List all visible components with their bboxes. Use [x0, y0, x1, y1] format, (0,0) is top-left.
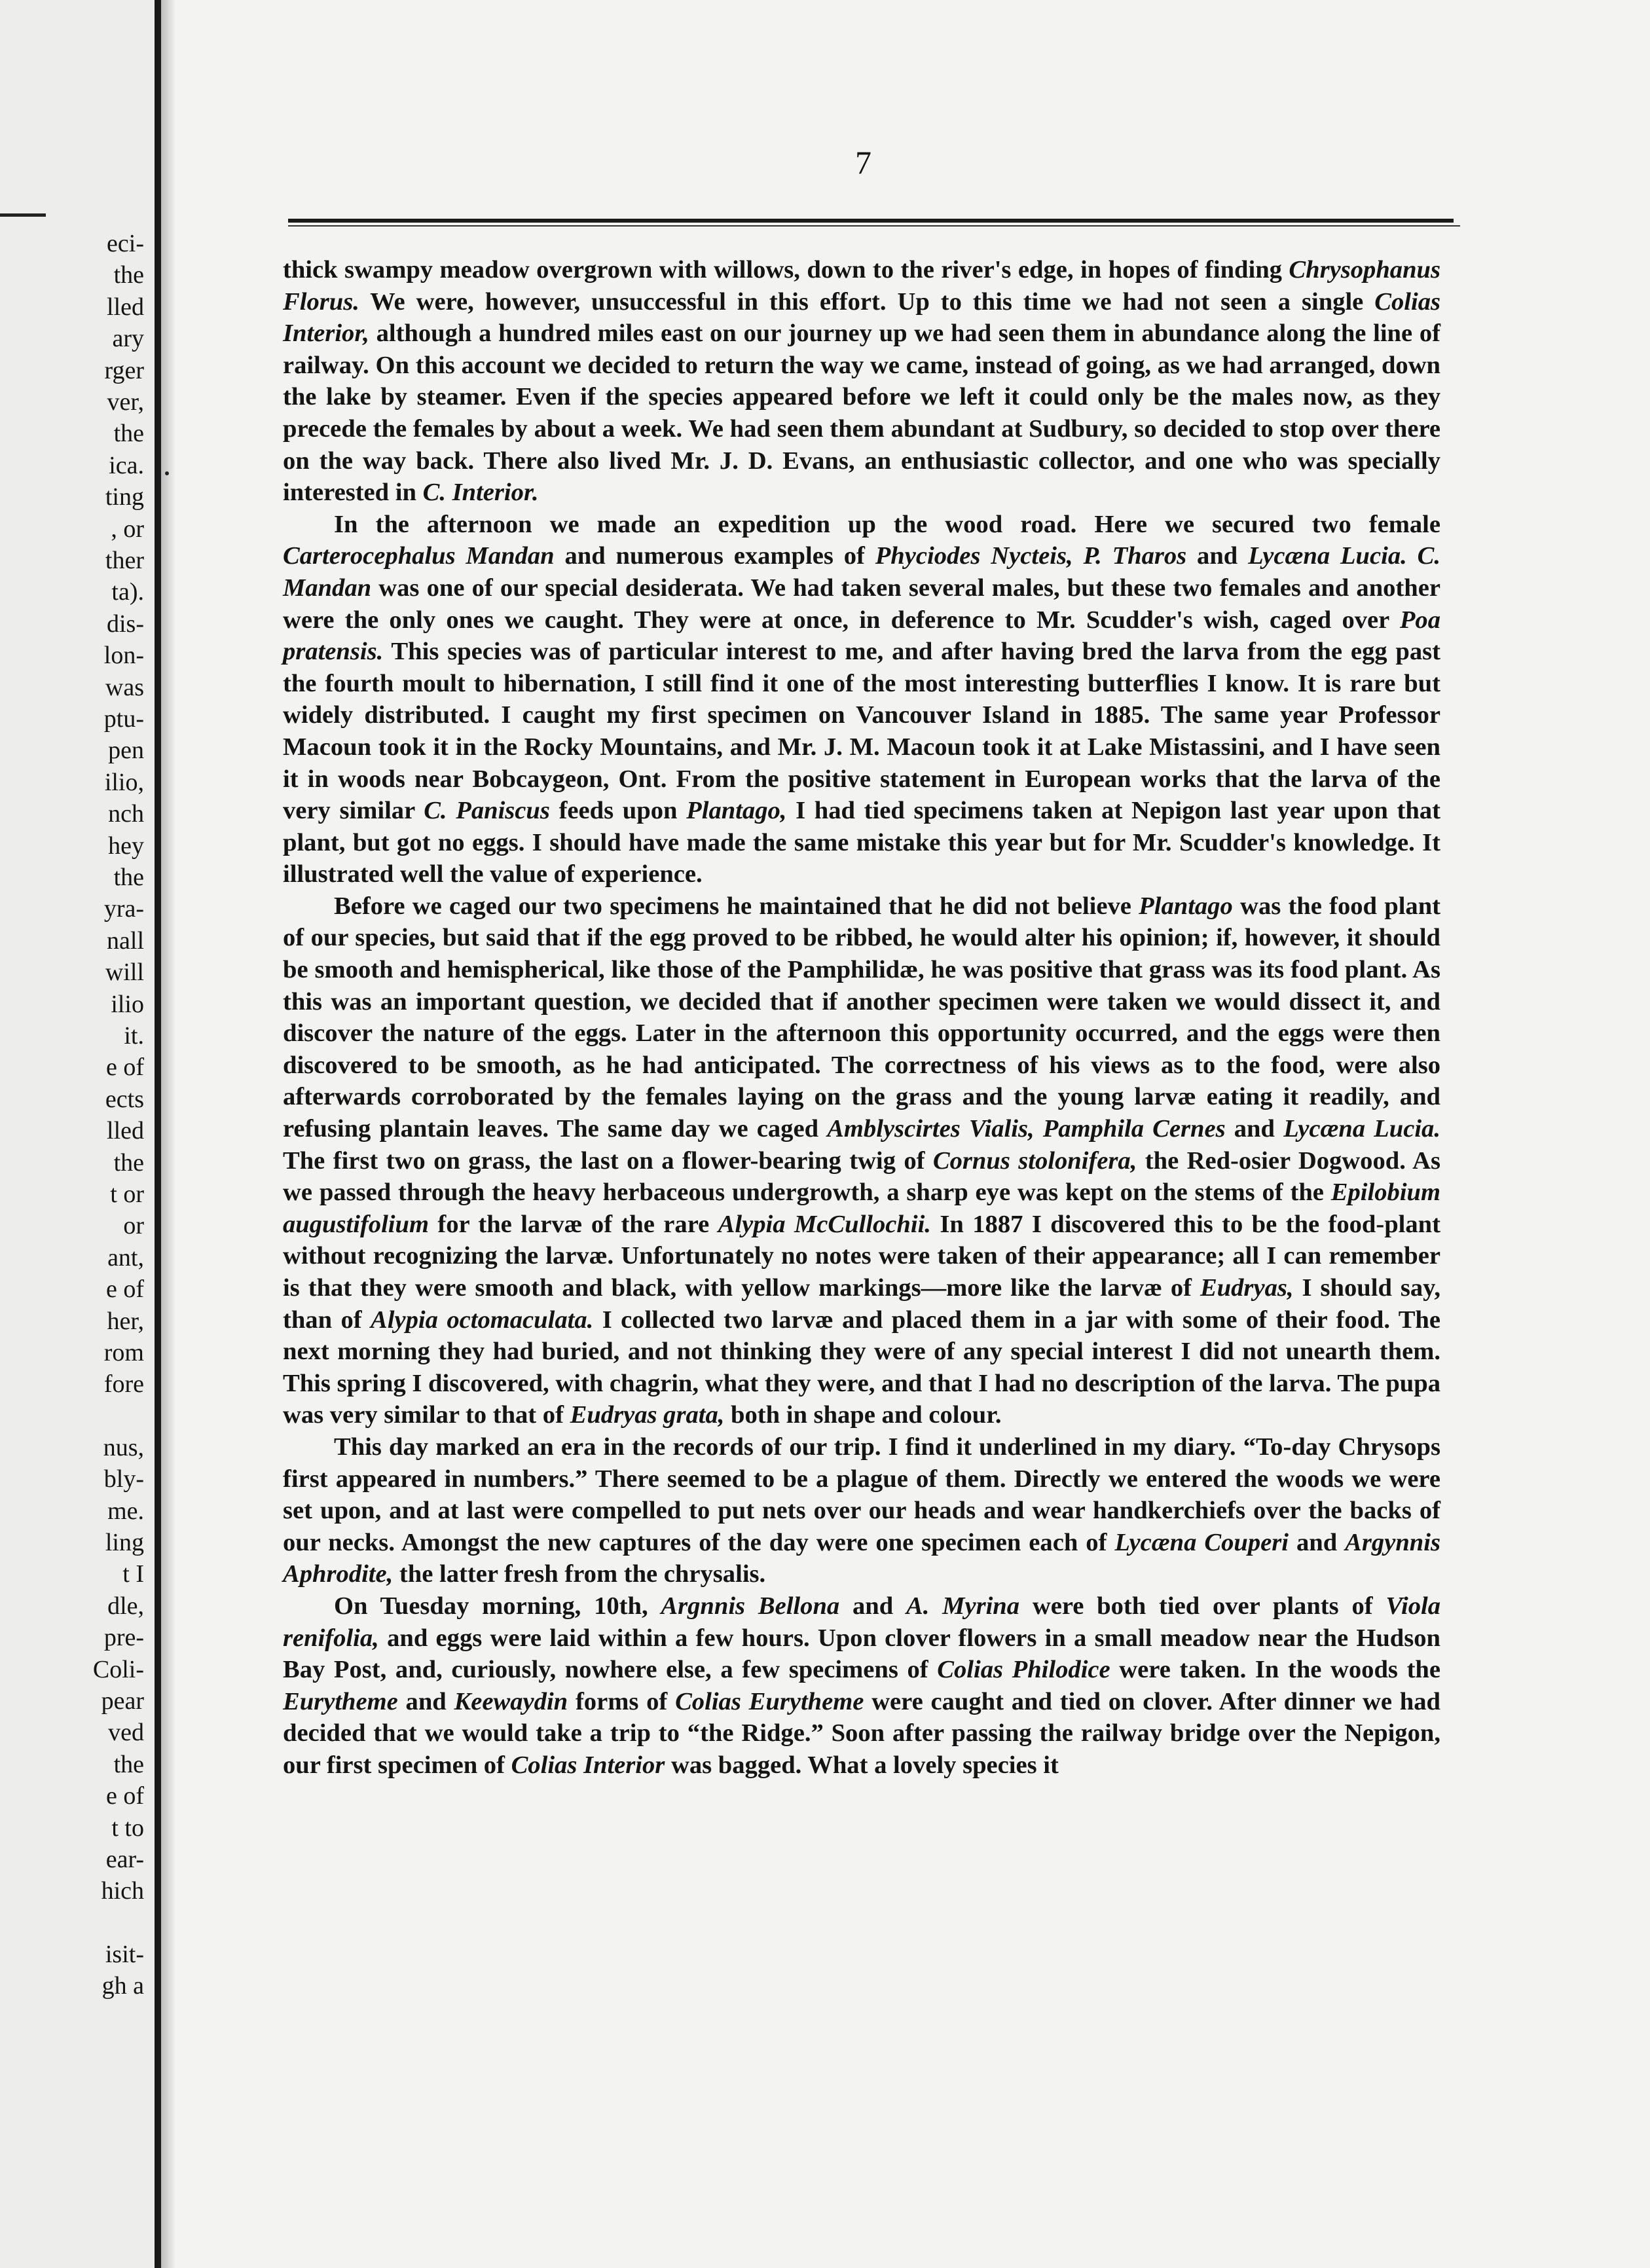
text-run: I should say, than of: [283, 1274, 1440, 1334]
italic-species-name: Phyciodes Nycteis, P. Tharos: [875, 542, 1187, 570]
adjacent-page-fragment: lled: [107, 293, 144, 321]
italic-species-name: Lycæna Lucia.: [1283, 1115, 1440, 1143]
text-run: were taken. In the woods the: [1110, 1656, 1440, 1684]
adjacent-page-fragment: Coli-: [92, 1655, 144, 1683]
adjacent-page-fragment: isit-: [105, 1940, 144, 1968]
paragraph: [283, 1590, 1440, 1782]
adjacent-page-fragment: , or: [111, 515, 144, 543]
adjacent-page-fragment: t I: [122, 1560, 144, 1588]
text-run: and: [1225, 1115, 1284, 1143]
adjacent-page-fragment: ta).: [111, 578, 144, 606]
text-run: and: [1289, 1528, 1346, 1556]
text-run: for the larvæ of the rare: [428, 1210, 718, 1238]
adjacent-page-fragment: her,: [107, 1307, 144, 1335]
italic-species-name: Amblyscirtes Vialis, Pamphila Cernes: [827, 1115, 1226, 1143]
italic-species-name: Colias Eurytheme: [675, 1687, 864, 1715]
adjacent-page-fragment: ant,: [107, 1243, 144, 1271]
adjacent-page-fragment: t or: [110, 1180, 144, 1208]
adjacent-page-fragment: the: [113, 864, 144, 891]
text-run: Before we caged our two specimens he maintained that he did not believe: [334, 892, 1139, 920]
adjacent-page-fragment: the: [113, 1148, 144, 1177]
italic-species-name: Argynnis Aphrodite,: [283, 1528, 1440, 1588]
text-run: was bagged. What a lovely species it: [665, 1751, 1059, 1779]
paragraph: [283, 509, 1440, 890]
adjacent-page-fragment: dis-: [107, 610, 144, 638]
adjacent-page-fragment: bly-: [103, 1465, 144, 1493]
adjacent-page-fragment: ved: [108, 1719, 144, 1747]
text-run: both in shape and colour.: [724, 1401, 1002, 1429]
adjacent-page-fragment: dle,: [107, 1592, 144, 1620]
italic-species-name: C. Interior.: [422, 479, 539, 507]
italic-species-name: Epilobium augustifolium: [283, 1179, 1440, 1238]
italic-species-name: Colias Interior: [511, 1751, 665, 1779]
italic-species-name: Carterocephalus Mandan: [283, 542, 555, 570]
adjacent-page-edge: [0, 0, 158, 2268]
header-rule-thin: [288, 225, 1460, 227]
text-run: were caught and tied on clover. After dinner we had decided that we would take a trip to “the Ridge.” Soon after passing the railway bridge over the Nepigon, our first specimen of: [283, 1687, 1440, 1779]
text-run: although a hundred miles east on our journey up we had seen them in abundance along the line of railway. On this account we decided to return the way we came, instead of going, as we had arranged, down the lake by steamer. Even if the species appeared before we left it could only be the males now, as they precede the females by about a week. We had seen them abundant at Sudbury, so decided to stop over there on the way back. There also lived Mr. J. D. Evans, an enthusiastic collector, and one who was specially interested in: [283, 320, 1440, 507]
page-body: [283, 254, 1440, 1782]
italic-species-name: Plantago,: [686, 797, 787, 825]
adjacent-page-fragment: me.: [107, 1497, 144, 1525]
adjacent-page-fragment: e of: [105, 1053, 144, 1082]
text-run: In 1887 I discovered this to be the food-plant without recognizing the larvæ. Unfortunately no notes were taken of their appearance; all I can remember is that they were smooth and black, with yellow markings—more like the larvæ of: [283, 1210, 1440, 1302]
italic-species-name: Plantago: [1139, 892, 1233, 920]
text-run: We were, however, unsuccessful in this effort. Up to this time we had not seen a single: [359, 287, 1375, 316]
adjacent-page-fragment: gh a: [101, 1972, 144, 2000]
adjacent-page-fragment: eci-: [107, 230, 144, 257]
paragraph: [283, 890, 1440, 1431]
italic-species-name: Colias Interior,: [283, 287, 1440, 348]
text-run: and: [839, 1592, 906, 1620]
adjacent-page-fragment: pen: [108, 737, 144, 765]
text-run: I collected two larvæ and placed them in a jar with some of their food. The next morning they had buried, and not thinking they were of any special interest I did not unearth them. This spring I discovered, with chagrin, what they were, and that I had no description of the larva. The pupa was very similar to that of: [283, 1306, 1441, 1429]
adjacent-page-fragment: pear: [101, 1687, 144, 1715]
text-run: This species was of particular interest to me, and after having bred the larva from the egg past the fourth moult to hibernation, I still find it one of the most interesting butterflies I know. It is rare but widely distributed. I caught my first specimen on Vancouver Island in 1885. The same year Professor Macoun took it in the Rocky Mountains, and Mr. J. M. Macoun took it at Lake Mistassini, and I have seen it in woods near Bobcaygeon, Ont. From the positive statement in European works that the larva of the very similar: [283, 638, 1440, 825]
italic-species-name: Eudryas grata,: [570, 1401, 725, 1429]
adjacent-page-fragment: t to: [111, 1814, 144, 1842]
text-run: was the food plant of our species, but said that if the egg proved to be ribbed, he would alter his opinion; if, however, it should be smooth and hemispherical, like those of the Pamphilidæ, he was positive that grass was its food plant. As this was an important question, we decided that if another specimen were taken we would dissect it, and discover the nature of the eggs. Later in the afternoon this opportunity occurred, and the eggs were then discovered to be smooth, as he had anticipated. The correctness of his views as to the food, were also afterwards corroborated by the females laying on the grass and the young larvæ eating it readily, and refusing plantain leaves. The same day we caged: [283, 892, 1441, 1143]
text-run: feeds upon: [549, 797, 687, 825]
text-run: and: [397, 1687, 454, 1715]
adjacent-page-fragment: ilio: [111, 990, 144, 1018]
adjacent-page-fragment: yra-: [103, 895, 144, 923]
adjacent-page-fragment: ica.: [109, 451, 144, 479]
adjacent-page-fragment: hey: [108, 832, 144, 860]
text-run: On Tuesday morning, 10th,: [334, 1592, 661, 1620]
italic-species-name: Argnnis Bellona: [661, 1592, 840, 1620]
italic-species-name: Keewaydin: [454, 1687, 568, 1715]
text-run: were both tied over plants of: [1019, 1592, 1386, 1620]
adjacent-page-fragment: the: [113, 261, 144, 289]
italic-species-name: Colias Philodice: [937, 1656, 1110, 1684]
italic-species-name: Poa pratensis.: [283, 606, 1440, 666]
adjacent-page-fragment: the: [113, 420, 144, 448]
italic-species-name: Eudryas,: [1200, 1274, 1294, 1302]
page-number: 7: [855, 144, 871, 181]
paragraph: [283, 1431, 1440, 1590]
adjacent-page-fragment: will: [105, 959, 144, 987]
text-run: and: [1186, 542, 1249, 570]
adjacent-page-fragment: or: [123, 1212, 144, 1240]
italic-species-name: Viola renifolia,: [283, 1592, 1440, 1652]
text-run: was one of our special desiderata. We had taken several males, but these two females and another were the only ones we caught. They were at once, in deference to Mr. Scudder's wish, caged over: [283, 574, 1440, 634]
text-run: the latter fresh from the chrysalis.: [393, 1560, 766, 1588]
adjacent-page-fragment: e of: [105, 1275, 144, 1304]
italic-species-name: A. Myrina: [906, 1592, 1020, 1620]
text-run: and eggs were laid within a few hours. Upon clover flowers in a small meadow near the Hudson Bay Post, and, curiously, nowhere else, a few specimens of: [283, 1624, 1440, 1684]
paragraph: [283, 254, 1440, 509]
adjacent-page-fragment: was: [105, 673, 144, 701]
adjacent-page-fragment: fore: [103, 1370, 144, 1399]
adjacent-page-fragment: ver,: [107, 388, 144, 416]
adjacent-page-fragment: nall: [107, 926, 144, 955]
adjacent-page-fragment: ilio,: [104, 768, 144, 796]
adjacent-page-fragment: pre-: [103, 1624, 144, 1652]
adjacent-page-fragment: ects: [105, 1085, 144, 1113]
header-rule: [288, 219, 1454, 223]
text-run: the Red-osier Dogwood. As we passed through the heavy herbaceous undergrowth, a sharp eye was kept on the stems of the: [283, 1146, 1440, 1207]
adjacent-page-rule: [0, 213, 46, 217]
italic-species-name: C. Paniscus: [424, 797, 550, 825]
adjacent-page-fragment: hich: [101, 1877, 144, 1905]
italic-species-name: Cornus stolonifera,: [932, 1146, 1137, 1175]
page-gutter: [155, 0, 161, 2268]
text-run: This day marked an era in the records of our trip. I find it underlined in my diary. “To-day Chrysops first appeared in numbers.” There seemed to be a plague of them. Directly we entered the woods we were set upon, and at last were compelled to put nets over our heads and wear handkerchiefs over the backs of our necks. Amongst the new captures of the day were one specimen each of: [283, 1433, 1440, 1556]
adjacent-page-fragment: lled: [107, 1117, 144, 1145]
adjacent-page-fragment: rger: [104, 356, 144, 384]
adjacent-page-fragment: it.: [124, 1022, 144, 1050]
adjacent-page-fragment: the: [113, 1750, 144, 1778]
adjacent-page-fragment: nus,: [103, 1433, 144, 1461]
adjacent-page-fragment: ptu-: [103, 705, 144, 733]
adjacent-page-fragment: ear-: [105, 1846, 144, 1873]
text-run: thick swampy meadow overgrown with willows, down to the river's edge, in hopes of finding: [283, 256, 1289, 284]
adjacent-page-fragment: ting: [105, 483, 144, 511]
adjacent-page-fragment: nch: [108, 800, 144, 828]
text-run: The first two on grass, the last on a flower-bearing twig of: [283, 1146, 933, 1175]
text-run: and numerous examples of: [554, 542, 875, 570]
italic-species-name: Lycæna Lucia. C. Mandan: [283, 542, 1440, 602]
adjacent-page-fragment: ary: [112, 325, 144, 353]
margin-mark: [165, 471, 169, 475]
adjacent-page-fragment: e of: [105, 1782, 144, 1810]
adjacent-page-fragment: ling: [105, 1529, 144, 1556]
italic-species-name: Alypia McCullochii.: [718, 1210, 931, 1238]
text-run: I had tied specimens taken at Nepigon last year upon that plant, but got no eggs. I should have made the same mistake this year but for Mr. Scudder's knowledge. It illustrated well the value of experience.: [283, 797, 1440, 888]
adjacent-page-fragment: rom: [103, 1339, 144, 1366]
italic-species-name: Eurytheme: [283, 1687, 398, 1715]
text-run: forms of: [568, 1687, 676, 1715]
italic-species-name: Chrysophanus Florus.: [283, 256, 1440, 316]
italic-species-name: Lycæna Couperi: [1114, 1528, 1289, 1556]
italic-species-name: Alypia octomaculata.: [371, 1306, 594, 1334]
adjacent-page-fragment: ther: [105, 547, 144, 574]
gutter-shadow: [161, 0, 175, 2268]
adjacent-page-fragment: lon-: [103, 642, 144, 670]
text-run: In the afternoon we made an expedition up the wood road. Here we secured two female: [334, 510, 1440, 538]
